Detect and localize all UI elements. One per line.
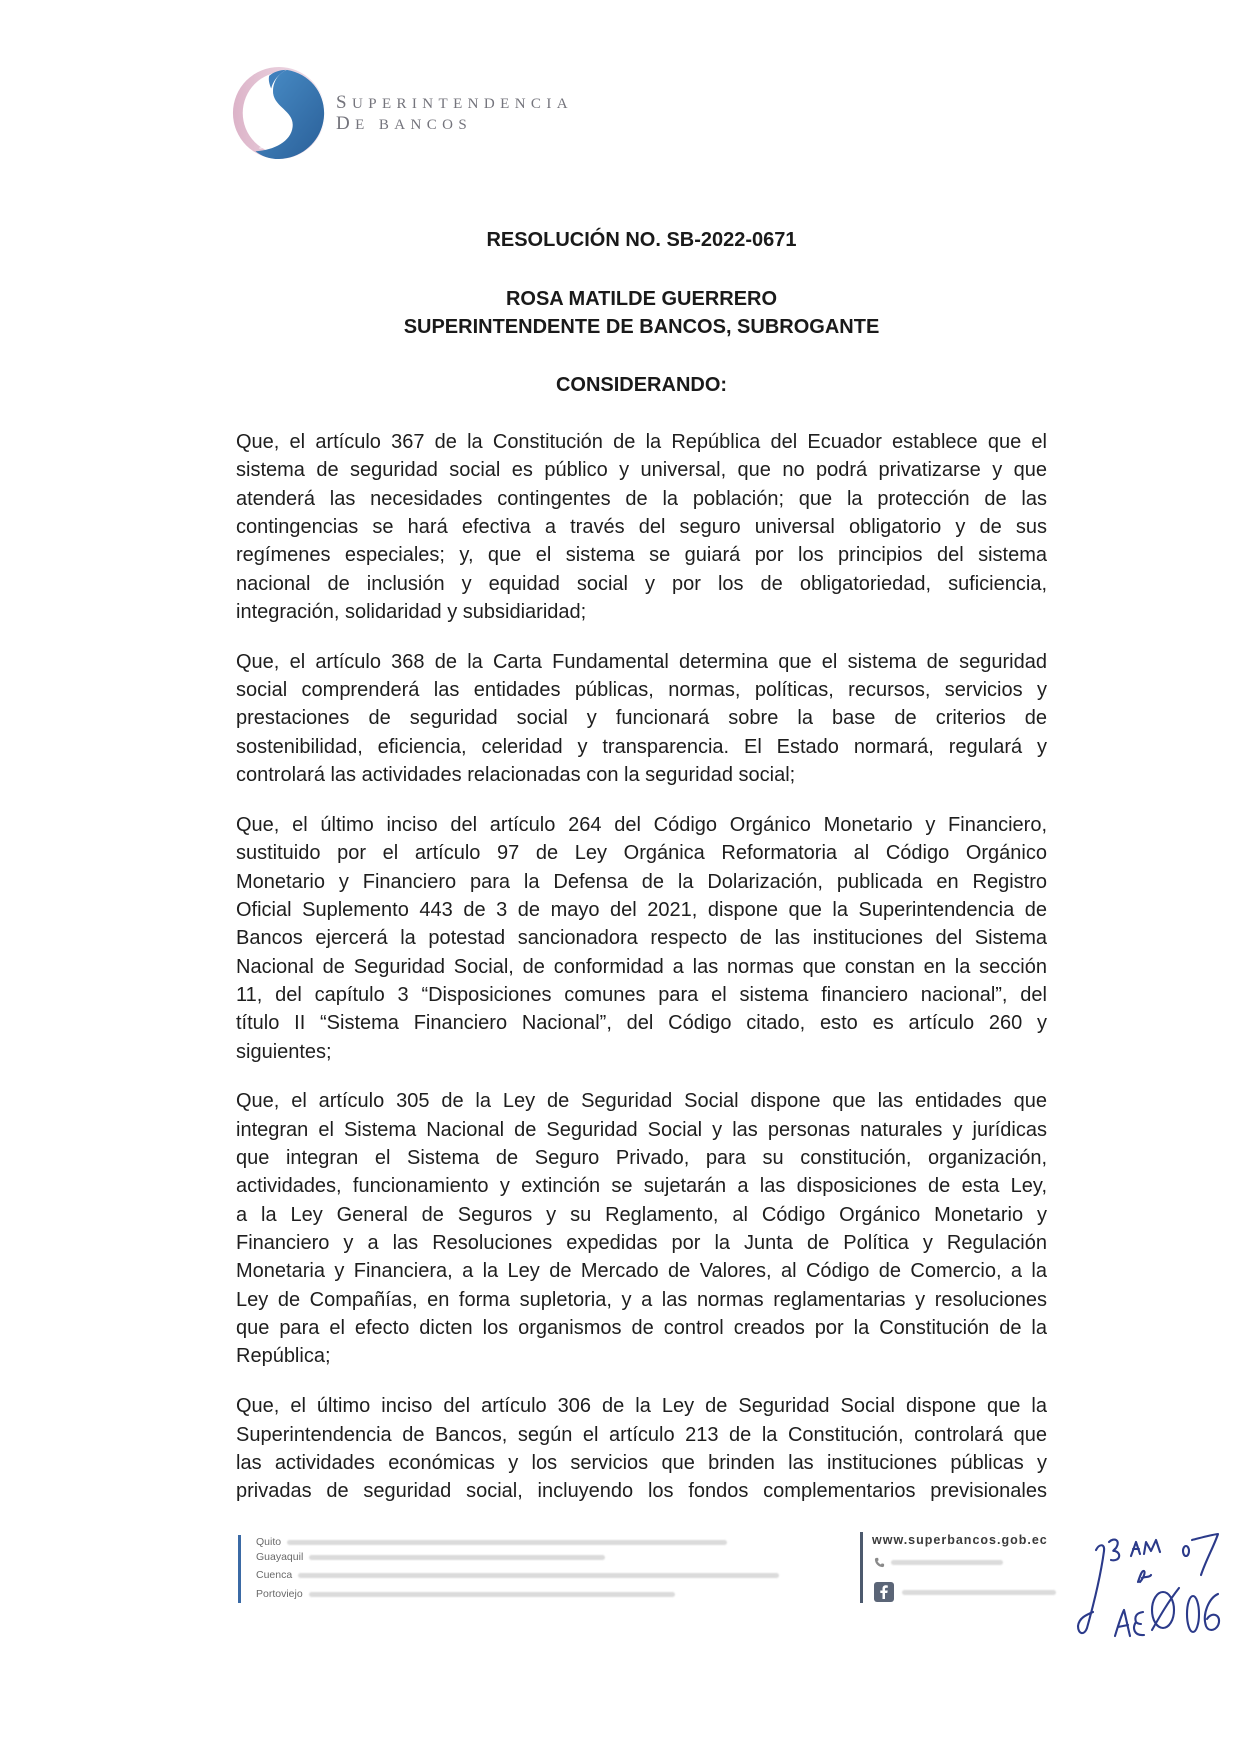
text-line: integran el Sistema Nacional de Seguridad Social y las personas naturales y jurídicas	[236, 1118, 1047, 1141]
text-line: Bancos ejercerá la potestad sancionadora respecto de las instituciones del Sistema	[236, 927, 1047, 950]
official-name: ROSA MATILDE GUERRERO	[505, 288, 778, 310]
paragraph-1	[236, 428, 1047, 626]
website-url: www.superbancos.gob.ec	[872, 1533, 1048, 1547]
illegible-phone-number	[891, 1560, 1003, 1565]
office-row	[256, 1551, 605, 1563]
logo-wordmark-line-2: DE BANCOS	[336, 113, 473, 134]
illegible-address	[309, 1592, 675, 1597]
logo-wordmark	[336, 93, 573, 135]
office-city: Quito	[256, 1536, 282, 1548]
illegible-address	[298, 1573, 779, 1578]
facebook-icon	[874, 1582, 894, 1602]
text-line: Que, el artículo 368 de la Carta Fundamental determina que el sistema de seguridad	[236, 650, 1047, 673]
logo-wordmark-line-1: SUPERINTENDENCIA	[336, 92, 573, 113]
text-line: sustituido por el artículo 97 de Ley Orgánica Reformatoria al Código Orgánico	[236, 842, 1047, 865]
text-line: actividades, funcionamiento y extinción se sujetarán a las disposiciones de esta Ley,	[236, 1175, 1047, 1198]
text-line: controlará las actividades relacionadas con la seguridad social;	[236, 764, 796, 787]
resolution-number: RESOLUCIÓN NO. SB-2022-0671	[486, 229, 797, 251]
illegible-address	[287, 1540, 727, 1545]
office-row	[256, 1588, 675, 1600]
text-line: Que, el artículo 367 de la Constitución de la República del Ecuador establece que el	[236, 431, 1047, 453]
text-line: título II “Sistema Financiero Nacional”, del Código citado, esto es artículo 260 y	[236, 1012, 1047, 1035]
text-line: 11, del capítulo 3 “Disposiciones comunes para el sistema financiero nacional”, del	[236, 983, 1047, 1006]
text-line: sistema de seguridad social es público y universal, que no podrá privatizarse y que	[236, 459, 1047, 482]
illegible-address	[309, 1555, 605, 1560]
section-title: CONSIDERANDO:	[555, 374, 728, 396]
office-city: Portoviejo	[256, 1588, 303, 1600]
office-row	[256, 1536, 727, 1548]
text-line: que para el efecto dicten los organismos de control creados por la Constitución de la	[236, 1317, 1047, 1340]
text-line: prestaciones de seguridad social y funcionará sobre la base de criterios de	[236, 707, 1047, 730]
text-line: Monetaria y Financiera, a la Ley de Mercado de Valores, al Código de Comercio, a la	[236, 1260, 1047, 1283]
illegible-social-handle	[902, 1590, 1056, 1595]
paragraph-2	[236, 648, 1047, 790]
footer-office-addresses	[238, 1535, 798, 1605]
office-city: Cuenca	[256, 1569, 293, 1581]
text-line: Que, el artículo 305 de la Ley de Seguridad Social dispone que las entidades que	[236, 1090, 1047, 1113]
text-line: que integran el Sistema de Seguro Privado, para su constitución, organización,	[236, 1147, 1047, 1170]
text-line: social comprenderá las entidades públicas, normas, políticas, recursos, servicios y	[236, 679, 1047, 702]
paragraph-4	[236, 1087, 1047, 1370]
text-line: contingencias se hará efectiva a través del seguro universal obligatorio y de sus	[236, 516, 1047, 539]
footer-contact	[860, 1532, 1070, 1604]
phone-contact	[874, 1557, 1003, 1568]
paragraph-3	[236, 811, 1047, 1066]
superintendencia-logo	[230, 64, 328, 162]
text-line: nacional de inclusión y equidad social y por los de obligatoriedad, suficiencia,	[236, 572, 1047, 595]
text-line: sostenibilidad, eficiencia, celeridad y transparencia. El Estado normará, regulará y	[236, 735, 1047, 758]
text-line: Oficial Suplemento 443 de 3 de mayo del 2021, dispone que la Superintendencia de	[236, 898, 1047, 921]
office-row	[256, 1569, 779, 1581]
text-line: atenderá las necesidades contingentes de la población; que la protección de las	[236, 487, 1047, 510]
paragraph-5	[236, 1392, 1047, 1505]
text-line: Monetario y Financiero para la Defensa de la Dolarización, publicada en Registro	[236, 870, 1047, 893]
facebook-contact	[874, 1582, 1056, 1602]
text-line: Financiero y a las Resoluciones expedidas por la Junta de Política y Regulación	[236, 1232, 1047, 1255]
text-line: siguientes;	[236, 1040, 332, 1063]
text-line: regímenes especiales; y, que el sistema se guiará por los principios del sistema	[236, 544, 1047, 567]
text-line: Que, el último inciso del artículo 264 del Código Orgánico Monetario y Financiero,	[236, 813, 1047, 836]
footer-divider	[860, 1532, 863, 1603]
text-line: a la Ley General de Seguros y su Reglamento, al Código Orgánico Monetario y	[236, 1203, 1047, 1226]
phone-icon	[874, 1557, 885, 1568]
text-line: privadas de seguridad social, incluyendo los fondos complementarios previsionales	[236, 1480, 1047, 1503]
text-line: Superintendencia de Bancos, según el artículo 213 de la Constitución, controlará que	[236, 1423, 1047, 1446]
text-line: Ley de Compañías, en forma supletoria, y a las normas reglamentarias y resoluciones	[236, 1288, 1047, 1311]
office-city: Guayaquil	[256, 1551, 304, 1563]
official-title: SUPERINTENDENTE DE BANCOS, SUBROGANTE	[403, 316, 880, 338]
text-line: Que, el último inciso del artículo 306 de la Ley de Seguridad Social dispone que la	[236, 1395, 1047, 1418]
document-body	[236, 428, 1047, 1527]
text-line: integración, solidaridad y subsidiaridad;	[236, 601, 587, 624]
handwritten-initials	[1068, 1518, 1233, 1653]
text-line: Nacional de Seguridad Social, de conformidad a las normas que constan en la sección	[236, 955, 1047, 978]
text-line: República;	[236, 1345, 331, 1368]
footer-divider	[238, 1535, 241, 1603]
text-line: las actividades económicas y los servicios que brinden las instituciones públicas y	[236, 1451, 1047, 1474]
